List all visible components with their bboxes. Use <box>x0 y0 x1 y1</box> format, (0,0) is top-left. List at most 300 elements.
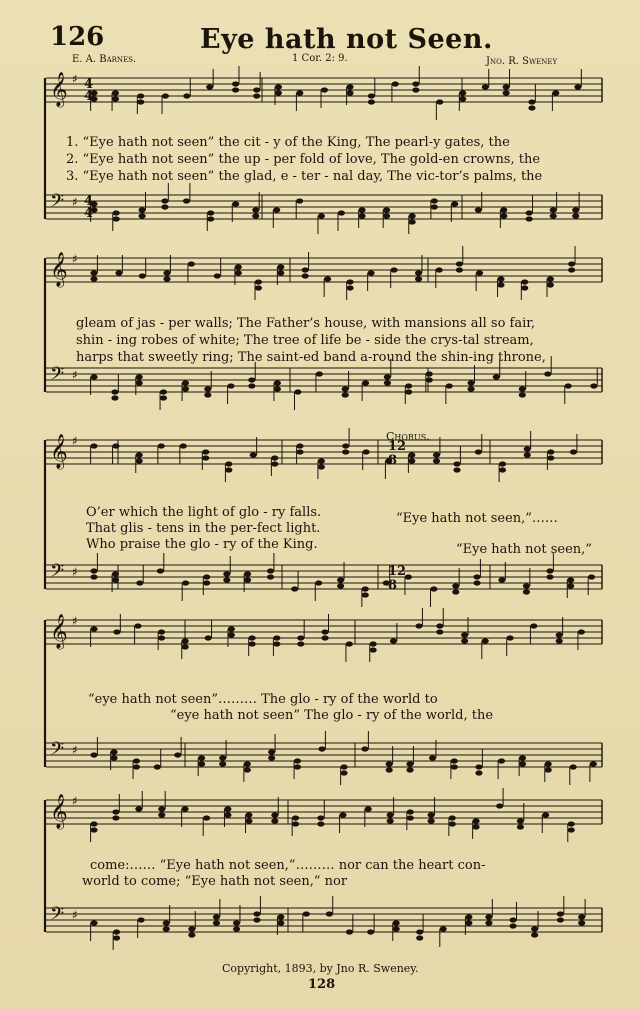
note-head <box>253 87 260 92</box>
note-head <box>408 452 415 457</box>
composer-credit: Jno. R. Sweney <box>486 56 558 67</box>
note-head <box>277 914 284 919</box>
lyric-line: 1. “Eye hath not seen” the cit - y of the King, The pearl-y gates, the <box>66 135 510 150</box>
note-head <box>160 389 167 394</box>
note-head <box>135 806 142 811</box>
note-head <box>90 920 97 925</box>
note-head <box>158 806 165 811</box>
note-head <box>449 821 456 826</box>
note-head <box>252 213 259 218</box>
note-head <box>519 761 526 766</box>
note-head <box>459 90 466 95</box>
note-head <box>139 273 146 278</box>
note-head <box>235 264 242 269</box>
note-head <box>346 84 353 89</box>
note-head <box>252 207 259 212</box>
note-head <box>346 285 353 290</box>
note-head <box>110 749 117 754</box>
note-head <box>342 386 349 391</box>
sharp-sign: ♯ <box>72 368 78 382</box>
note-head <box>318 464 325 469</box>
note-head <box>253 93 260 98</box>
note-head <box>497 276 504 281</box>
note-head <box>519 755 526 760</box>
note-head <box>588 574 595 579</box>
note-head <box>214 273 221 278</box>
note-head <box>90 827 97 832</box>
note-head <box>570 449 577 454</box>
note-head <box>384 380 391 385</box>
note-head <box>570 764 577 769</box>
note-head <box>449 815 456 820</box>
note-head <box>433 452 440 457</box>
note-head <box>137 99 144 104</box>
note-head <box>412 81 419 86</box>
note-head <box>436 267 443 272</box>
note-head <box>136 458 143 463</box>
note-head <box>273 207 280 212</box>
note-head <box>321 629 328 634</box>
note-head <box>182 386 189 391</box>
note-head <box>303 911 310 916</box>
note-head <box>253 911 260 916</box>
note-head <box>499 461 506 466</box>
note-head <box>578 914 585 919</box>
note-head <box>362 586 369 591</box>
note-head <box>291 586 298 591</box>
note-head <box>565 383 572 388</box>
note-head <box>461 638 468 643</box>
note-head <box>275 90 282 95</box>
note-head <box>271 818 278 823</box>
note-head <box>297 641 304 646</box>
note-head <box>497 282 504 287</box>
note-head <box>429 755 436 760</box>
note-head <box>205 635 212 640</box>
note-head <box>213 914 220 919</box>
note-head <box>224 812 231 817</box>
note-head <box>267 574 274 579</box>
note-head <box>546 568 553 573</box>
note-head <box>245 812 252 817</box>
note-head <box>207 210 214 215</box>
note-head <box>232 87 239 92</box>
note-head <box>275 84 282 89</box>
note-head <box>456 261 463 266</box>
note-head <box>475 770 482 775</box>
note-head <box>451 764 458 769</box>
note-head <box>235 270 242 275</box>
note-head <box>90 752 97 757</box>
note-head <box>233 926 240 931</box>
note-head <box>219 761 226 766</box>
lyric-line: 3. “Eye hath not seen” the glad, e - ter - nal day, The vic-tor’s palms, the <box>66 169 543 184</box>
sharp-sign: ♯ <box>72 72 78 86</box>
time-signature: 12 <box>388 439 407 454</box>
note-head <box>248 377 255 382</box>
note-head <box>574 84 581 89</box>
note-head <box>370 641 377 646</box>
note-head <box>292 821 299 826</box>
note-head <box>568 261 575 266</box>
sharp-sign: ♯ <box>72 565 78 579</box>
note-head <box>137 917 144 922</box>
note-head <box>268 749 275 754</box>
note-head <box>346 279 353 284</box>
note-head <box>393 926 400 931</box>
note-head <box>519 386 526 391</box>
note-head <box>245 818 252 823</box>
note-head <box>224 806 231 811</box>
note-head <box>362 592 369 597</box>
note-head <box>391 267 398 272</box>
time-signature: 4 <box>84 89 94 104</box>
note-head <box>182 638 189 643</box>
note-head <box>572 207 579 212</box>
note-head <box>568 821 575 826</box>
note-head <box>136 374 143 379</box>
note-head <box>294 389 301 394</box>
note-head <box>163 270 170 275</box>
time-signature: 8 <box>388 453 398 468</box>
note-head <box>503 90 510 95</box>
note-head <box>433 458 440 463</box>
note-head <box>528 105 535 110</box>
note-head <box>428 818 435 823</box>
note-head <box>110 755 117 760</box>
note-head <box>90 568 97 573</box>
note-head <box>255 285 262 290</box>
note-head <box>340 770 347 775</box>
note-head <box>446 383 453 388</box>
note-head <box>183 198 190 203</box>
note-head <box>204 386 211 391</box>
note-head <box>557 911 564 916</box>
note-head <box>346 929 353 934</box>
note-head <box>296 198 303 203</box>
note-head <box>136 380 143 385</box>
note-head <box>294 764 301 769</box>
note-head <box>517 824 524 829</box>
note-head <box>271 461 278 466</box>
note-head <box>113 935 120 940</box>
note-head <box>115 270 122 275</box>
lyric-line: “Eye hath not seen,” <box>456 542 592 557</box>
note-head <box>133 758 140 763</box>
note-head <box>213 920 220 925</box>
note-head <box>163 920 170 925</box>
note-head <box>315 580 322 585</box>
note-head <box>431 198 438 203</box>
note-head <box>386 761 393 766</box>
note-head <box>90 443 97 448</box>
note-head <box>426 377 433 382</box>
note-head <box>465 920 472 925</box>
note-head <box>568 827 575 832</box>
note-head <box>531 926 538 931</box>
note-head <box>496 803 503 808</box>
note-head <box>219 755 226 760</box>
note-head <box>519 392 526 397</box>
hymn-title: Eye hath not Seen. <box>200 24 493 55</box>
note-head <box>297 635 304 640</box>
note-head <box>415 276 422 281</box>
note-head <box>317 821 324 826</box>
note-head <box>157 568 164 573</box>
note-head <box>590 761 597 766</box>
note-head <box>174 752 181 757</box>
note-head <box>337 583 344 588</box>
note-head <box>90 276 97 281</box>
note-head <box>517 818 524 823</box>
note-head <box>250 452 257 457</box>
note-head <box>440 926 447 931</box>
note-head <box>339 812 346 817</box>
note-head <box>204 392 211 397</box>
note-head <box>452 589 459 594</box>
note-head <box>112 90 119 95</box>
note-head <box>113 216 120 221</box>
note-head <box>136 580 143 585</box>
note-head <box>267 568 274 573</box>
sharp-sign: ♯ <box>72 743 78 757</box>
note-head <box>556 638 563 643</box>
bass-clef: 𝄢 <box>50 739 65 764</box>
note-head <box>475 449 482 454</box>
note-head <box>523 589 530 594</box>
note-head <box>467 380 474 385</box>
note-head <box>498 758 505 763</box>
note-head <box>509 923 516 928</box>
note-head <box>244 761 251 766</box>
lyric-line: That glis - tens in the per-fect light. <box>86 521 321 536</box>
note-head <box>223 571 230 576</box>
note-head <box>160 395 167 400</box>
note-head <box>383 207 390 212</box>
note-head <box>368 99 375 104</box>
note-head <box>523 583 530 588</box>
note-head <box>161 198 168 203</box>
note-head <box>203 574 210 579</box>
note-head <box>528 99 535 104</box>
time-signature: 4 <box>84 194 94 209</box>
note-head <box>271 455 278 460</box>
note-head <box>338 210 345 215</box>
note-head <box>111 389 118 394</box>
note-head <box>367 270 374 275</box>
note-head <box>465 914 472 919</box>
note-head <box>412 87 419 92</box>
note-head <box>296 449 303 454</box>
note-head <box>112 809 119 814</box>
note-head <box>207 216 214 221</box>
note-head <box>342 392 349 397</box>
note-head <box>154 764 161 769</box>
note-head <box>507 635 514 640</box>
note-head <box>318 213 325 218</box>
note-head <box>415 270 422 275</box>
note-head <box>90 574 97 579</box>
note-head <box>362 380 369 385</box>
note-head <box>451 201 458 206</box>
note-head <box>273 641 280 646</box>
note-head <box>342 449 349 454</box>
note-head <box>248 383 255 388</box>
note-head <box>578 920 585 925</box>
author-credit: E. A. Barnes. <box>72 54 137 65</box>
note-head <box>202 455 209 460</box>
note-head <box>225 461 232 466</box>
note-head <box>409 213 416 218</box>
note-head <box>136 452 143 457</box>
note-head <box>453 461 460 466</box>
note-head <box>271 812 278 817</box>
note-head <box>244 577 251 582</box>
note-head <box>436 623 443 628</box>
note-head <box>406 767 413 772</box>
note-head <box>139 207 146 212</box>
note-head <box>111 395 118 400</box>
note-head <box>232 81 239 86</box>
note-head <box>370 647 377 652</box>
time-signature: 8 <box>388 578 398 593</box>
note-head <box>521 279 528 284</box>
note-head <box>134 623 141 628</box>
lyric-line: shin - ing robes of white; The tree of life be - side the crys-tal stream, <box>76 333 534 348</box>
lyric-line: gleam of jas - per walls; The Father’s house, with mansions all so fair, <box>76 316 536 331</box>
note-head <box>90 374 97 379</box>
note-head <box>318 746 325 751</box>
note-head <box>472 824 479 829</box>
note-head <box>113 210 120 215</box>
note-head <box>461 632 468 637</box>
bass-clef: 𝄢 <box>50 364 65 389</box>
note-head <box>426 371 433 376</box>
note-head <box>248 641 255 646</box>
note-head <box>499 467 506 472</box>
note-head <box>415 623 422 628</box>
lyric-line: come:…… “Eye hath not seen,”……… nor can the heart con- <box>90 858 486 873</box>
note-head <box>482 638 489 643</box>
bass-clef: 𝄢 <box>50 191 65 216</box>
note-head <box>277 920 284 925</box>
note-head <box>228 632 235 637</box>
lyric-line: world to come; “Eye hath not seen,” nor <box>82 874 348 889</box>
note-head <box>248 635 255 640</box>
note-head <box>317 815 324 820</box>
note-head <box>302 273 309 278</box>
note-head <box>416 935 423 940</box>
note-head <box>202 449 209 454</box>
note-head <box>567 583 574 588</box>
note-head <box>473 574 480 579</box>
note-head <box>223 577 230 582</box>
note-head <box>321 635 328 640</box>
note-head <box>340 764 347 769</box>
note-head <box>409 219 416 224</box>
note-head <box>387 812 394 817</box>
note-head <box>321 87 328 92</box>
note-head <box>546 574 553 579</box>
note-head <box>277 270 284 275</box>
sharp-sign: ♯ <box>72 195 78 209</box>
note-head <box>255 279 262 284</box>
note-head <box>467 386 474 391</box>
note-head <box>453 467 460 472</box>
note-head <box>498 577 505 582</box>
note-head <box>390 638 397 643</box>
note-head <box>198 755 205 760</box>
note-head <box>550 207 557 212</box>
note-head <box>158 443 165 448</box>
note-head <box>482 84 489 89</box>
note-head <box>547 276 554 281</box>
treble-clef: 𝄞 <box>50 434 68 469</box>
lyric-line: “Eye hath not seen,”…… <box>396 511 558 526</box>
note-head <box>473 580 480 585</box>
note-head <box>552 90 559 95</box>
note-head <box>188 261 195 266</box>
sharp-sign: ♯ <box>72 252 78 266</box>
note-head <box>296 443 303 448</box>
note-head <box>358 207 365 212</box>
note-head <box>112 96 119 101</box>
note-head <box>137 93 144 98</box>
note-head <box>188 932 195 937</box>
note-head <box>526 210 533 215</box>
scripture-reference: 1 Cor. 2: 9. <box>292 53 348 64</box>
sharp-sign: ♯ <box>72 908 78 922</box>
note-head <box>346 90 353 95</box>
note-head <box>139 213 146 218</box>
note-head <box>365 806 372 811</box>
note-head <box>431 204 438 209</box>
note-head <box>368 93 375 98</box>
note-head <box>302 267 309 272</box>
note-head <box>503 84 510 89</box>
note-head <box>542 812 549 817</box>
time-signature: 12 <box>388 564 407 579</box>
note-head <box>475 207 482 212</box>
note-head <box>407 809 414 814</box>
sharp-sign: ♯ <box>72 794 78 808</box>
note-head <box>163 926 170 931</box>
note-head <box>524 446 531 451</box>
bass-clef: 𝄢 <box>50 904 65 929</box>
lyric-line: “eye hath not seen”……… The glo - ry of the world to <box>88 692 438 707</box>
note-head <box>206 84 213 89</box>
note-head <box>590 383 597 388</box>
note-head <box>268 755 275 760</box>
sharp-sign: ♯ <box>72 614 78 628</box>
note-head <box>342 443 349 448</box>
note-head <box>277 264 284 269</box>
note-head <box>292 815 299 820</box>
note-head <box>183 93 190 98</box>
note-head <box>233 920 240 925</box>
lyric-line: harps that sweetly ring; The saint-ed band a-round the shin-ing throne, <box>76 350 546 365</box>
lyric-line: 2. “Eye hath not seen” the up - per fold of love, The gold-en crowns, the <box>66 152 541 167</box>
note-head <box>182 580 189 585</box>
lyric-line: O’er which the light of glo - ry falls. <box>86 505 322 520</box>
note-head <box>227 383 234 388</box>
note-head <box>90 270 97 275</box>
note-head <box>232 201 239 206</box>
treble-clef: 𝄞 <box>50 794 68 829</box>
note-head <box>274 386 281 391</box>
treble-clef: 𝄞 <box>50 72 68 107</box>
note-head <box>161 204 168 209</box>
